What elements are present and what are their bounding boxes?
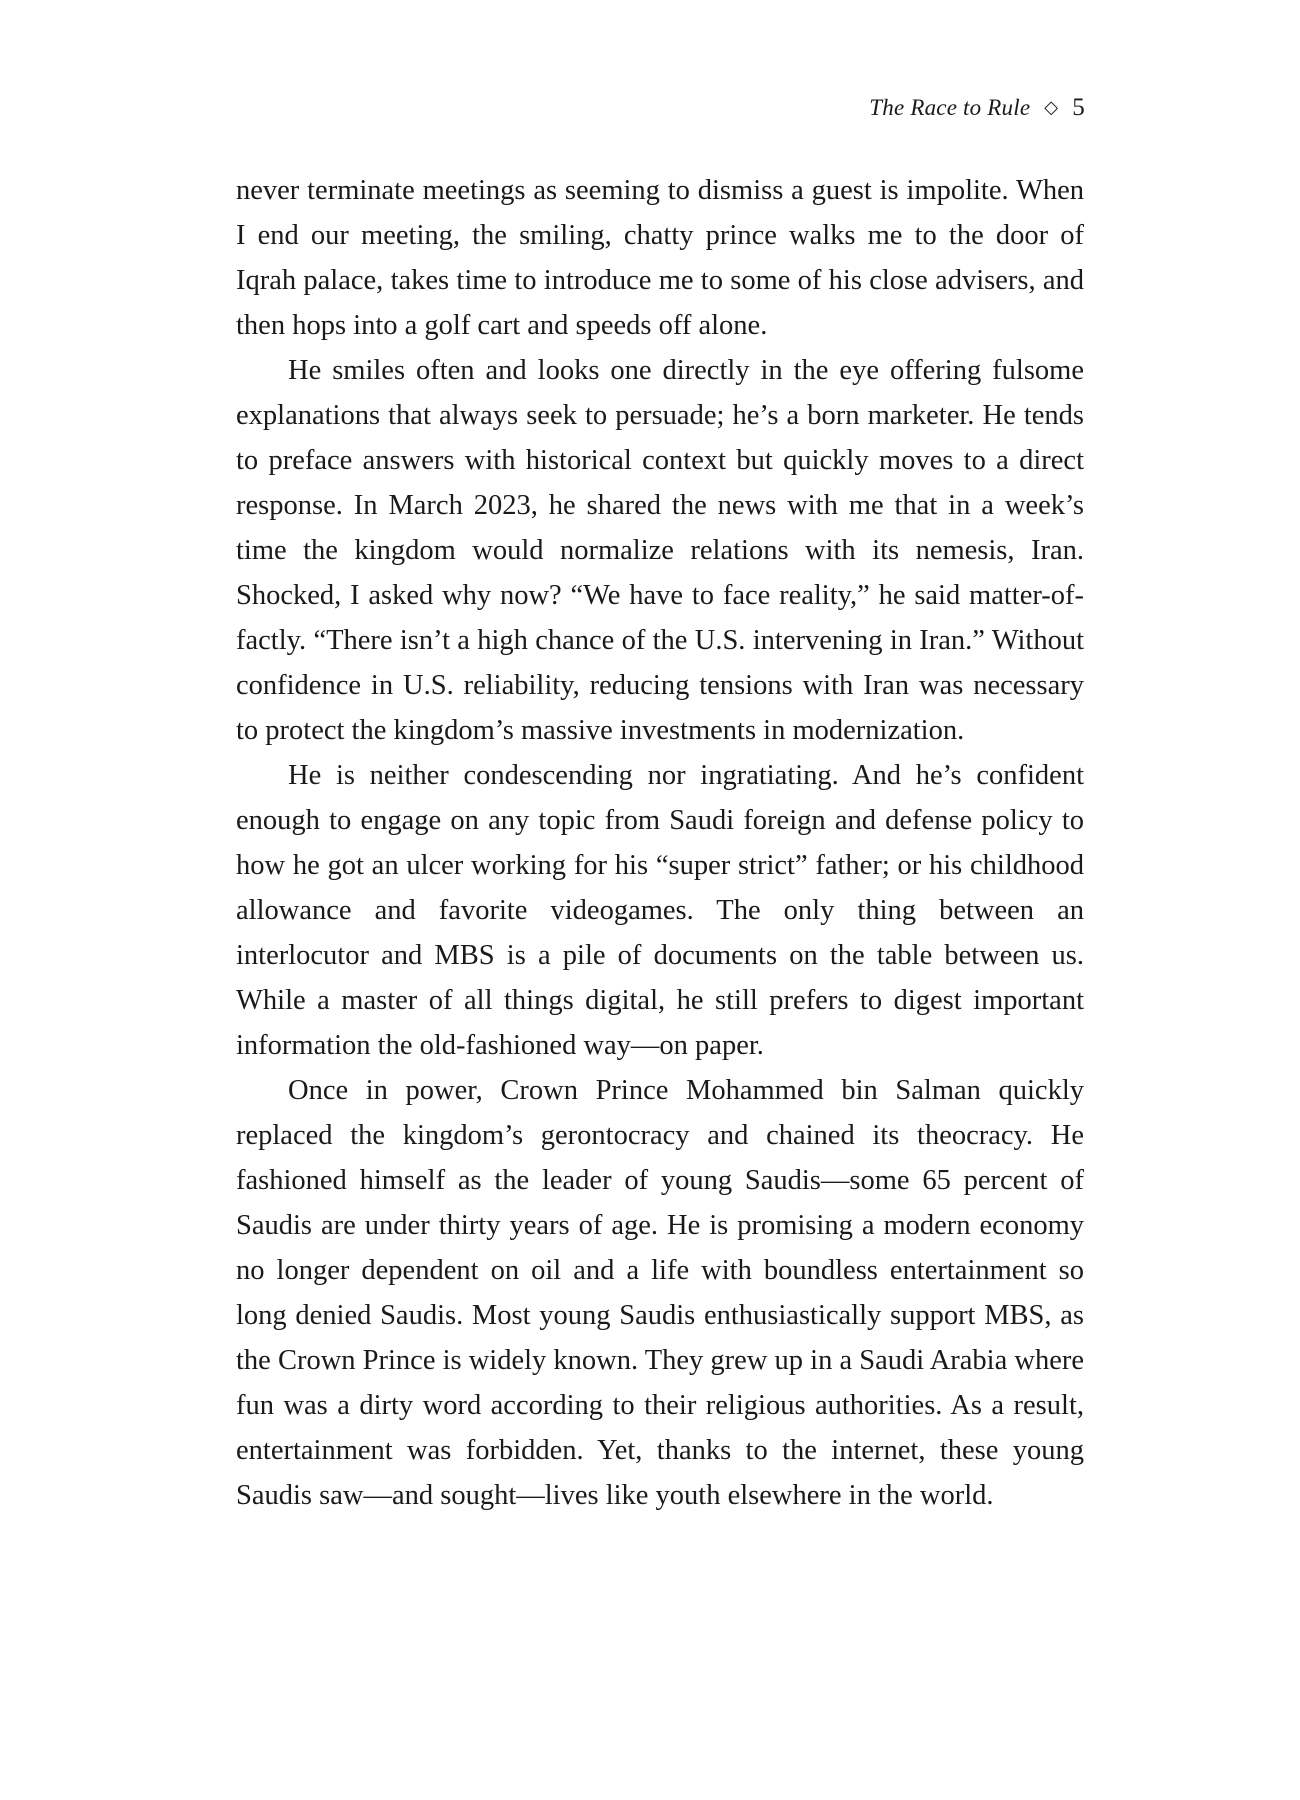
paragraph: Once in power, Crown Prince Mohammed bin Salman quickly replaced the kingdom’s gerontocracy and chained its theocracy. He fashioned himself as the leader of young Saudis—some 65 percent of Saudis are under thirty years of age. He is promising a modern economy no longer dependent on oil and a life with boundless entertainment so long denied Saudis. Most young Saudis enthusiastically support MBS, as the Crown Prince is widely known. They grew up in a Saudi Arabia where fun was a dirty word according to their religious authorities. As a result, entertainment was forbidden. Yet, thanks to the internet, these young Saudis saw—and sought—lives like youth elsewhere in the world.	[236, 1075, 1084, 1511]
paragraph-continued: never terminate meetings as seeming to dismiss a guest is impolite. When I end our meeting, the smiling, chatty prince walks me to the door of Iqrah palace, takes time to introduce me to some of his close advisers, and then hops into a golf cart and speeds off alone.	[236, 175, 1084, 341]
paragraph: He is neither condescending nor ingratiating. And he’s confident enough to engage on any topic from Saudi foreign and defense policy to how he got an ulcer working for his “super strict” father; or his childhood allowance and favorite videogames. The only thing between an interlocutor and MBS is a pile of documents on the table between us. While a master of all things digital, he still prefers to digest important information the old-fashioned way—on paper.	[236, 760, 1084, 1061]
running-head-title: The Race to Rule	[869, 95, 1031, 120]
running-head	[869, 94, 1085, 122]
paragraph: He smiles often and looks one directly in the eye offering fulsome explanations that always seek to persuade; he’s a born marketer. He tends to preface answers with historical context but quickly moves to a direct response. In March 2023, he shared the news with me that in a week’s time the kingdom would normalize relations with its nemesis, Iran. Shocked, I asked why now? “We have to face reality,” he said matter-of-factly. “There isn’t a high chance of the U.S. intervening in Iran.” Without confidence in U.S. reliability, reducing tensions with Iran was necessary to protect the kingdom’s massive investments in modernization.	[236, 355, 1084, 746]
body-text	[236, 168, 1084, 1518]
diamond-separator-icon: ◇	[1044, 97, 1059, 117]
page-number: 5	[1072, 94, 1085, 121]
